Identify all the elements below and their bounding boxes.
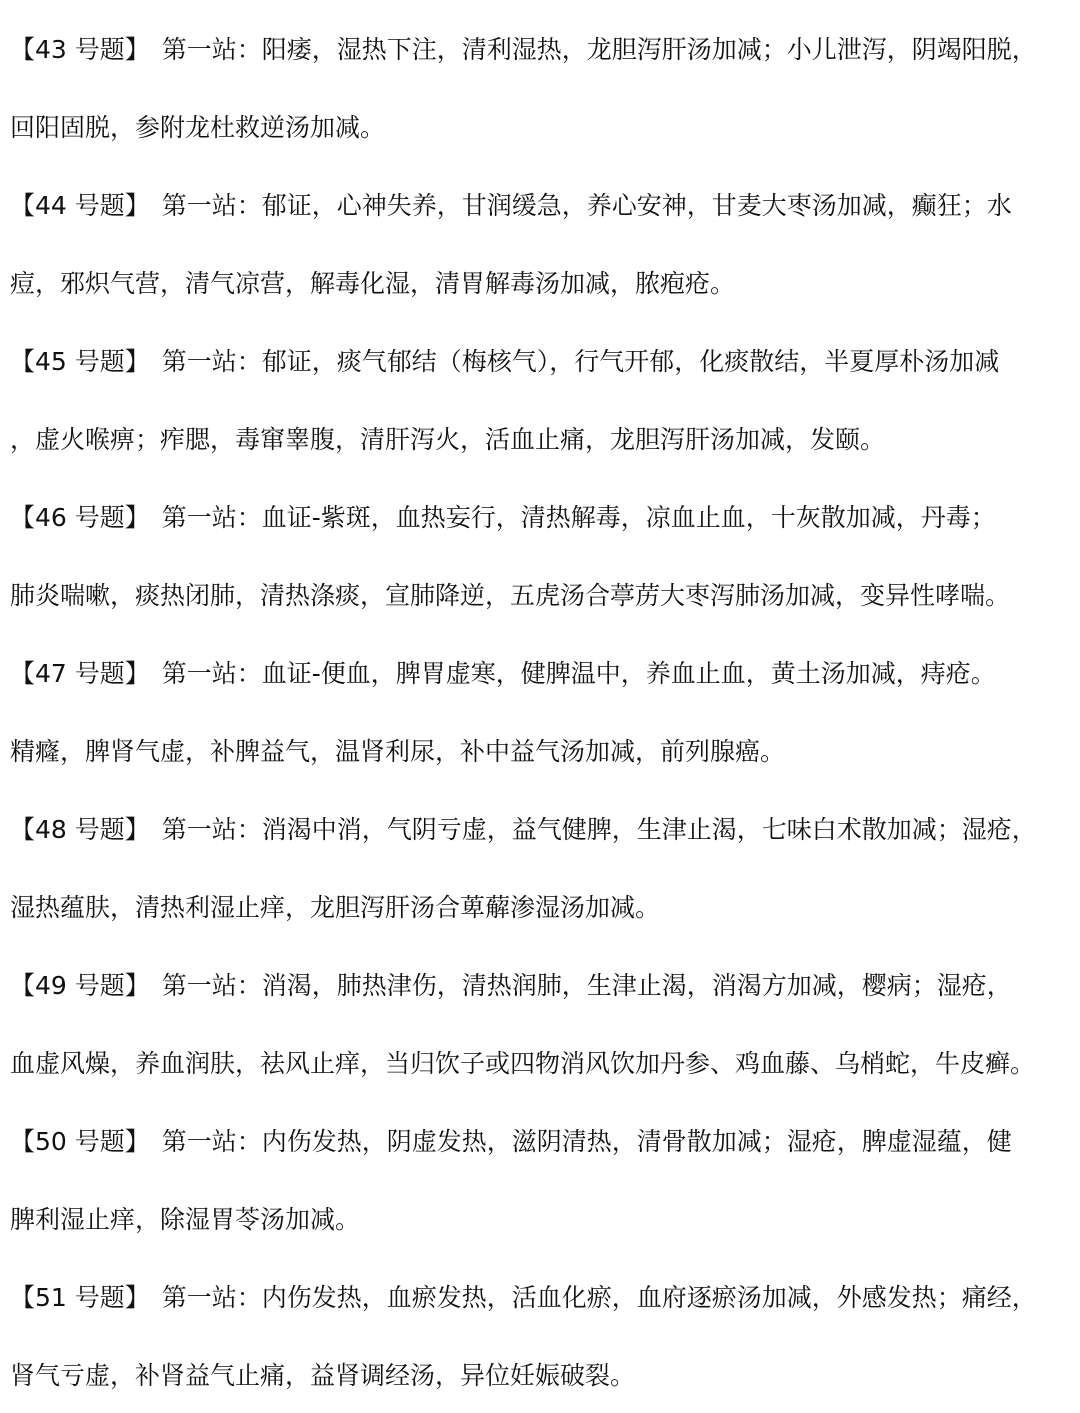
entry-46-text-1: 第一站：血证-紫斑，血热妄行，清热解毒，凉血止血，十灰散加减，丹毒； [161, 503, 996, 532]
entry-50-text-1: 第一站：内伤发热，阴虚发热，滋阴清热，清骨散加减；湿疮，脾虚湿蕴，健 [161, 1127, 1012, 1156]
entry-46-line-1 [10, 498, 1070, 538]
entry-49-label: 【49 号题】 [10, 971, 150, 1000]
entry-45-line-2 [10, 420, 1070, 460]
entry-51-text-2: 肾气亏虚，补肾益气止痛，益肾调经汤，异位妊娠破裂。 [10, 1361, 636, 1390]
entry-50-line-1 [10, 1122, 1070, 1162]
entry-46-label: 【46 号题】 [10, 503, 150, 532]
entry-45-text-1: 第一站：郁证，痰气郁结（梅核气），行气开郁，化痰散结，半夏厚朴汤加减 [161, 347, 1000, 376]
entry-48-line-1 [10, 810, 1070, 850]
entry-49-line-1 [10, 966, 1070, 1006]
entry-45-line-1 [10, 342, 1070, 382]
entry-47-text-1: 第一站：血证-便血，脾胃虚寒，健脾温中，养血止血，黄土汤加减，痔疮。 [161, 659, 996, 688]
entry-47-label: 【47 号题】 [10, 659, 150, 688]
entry-47-line-1 [10, 654, 1070, 694]
entry-43-text-2: 回阳固脱，参附龙杜救逆汤加减。 [10, 113, 386, 142]
entry-51-line-2 [10, 1356, 1070, 1396]
entry-44-text-1: 第一站：郁证，心神失养，甘润缓急，养心安神，甘麦大枣汤加减，癫狂；水 [161, 191, 1012, 220]
entry-43-label: 【43 号题】 [10, 35, 150, 64]
entry-48-text-2: 湿热蕴肤，清热利湿止痒，龙胆泻肝汤合萆薢渗湿汤加减。 [10, 893, 661, 922]
entry-48-line-2 [10, 888, 1070, 928]
entry-43-text-1: 第一站：阳痿，湿热下注，清利湿热，龙胆泻肝汤加减；小儿泄泻，阴竭阳脱， [161, 35, 1037, 64]
entry-47-text-2: 精癃，脾肾气虚，补脾益气，温肾利尿，补中益气汤加减，前列腺癌。 [10, 737, 786, 766]
entry-50-text-2: 脾利湿止痒，除湿胃苓汤加减。 [10, 1205, 361, 1234]
entry-44-line-2 [10, 264, 1070, 304]
entry-51-line-1 [10, 1278, 1070, 1318]
entry-44-line-1 [10, 186, 1070, 226]
entry-48-label: 【48 号题】 [10, 815, 150, 844]
entry-51-label: 【51 号题】 [10, 1283, 150, 1312]
entry-45-text-2: ，虚火喉痹；痄腮，毒窜睾腹，清肝泻火，活血止痛，龙胆泻肝汤加减，发颐。 [10, 425, 886, 454]
entry-43-line-2 [10, 108, 1070, 148]
entry-49-text-2: 血虚风燥，养血润肤，祛风止痒，当归饮子或四物消风饮加丹参、鸡血藤、乌梢蛇，牛皮癣。 [10, 1049, 1036, 1078]
entry-47-line-2 [10, 732, 1070, 772]
entry-45-label: 【45 号题】 [10, 347, 150, 376]
entry-48-text-1: 第一站：消渴中消，气阴亏虚，益气健脾，生津止渴，七味白术散加减；湿疮， [161, 815, 1037, 844]
entry-44-text-2: 痘，邪炽气营，清气凉营，解毒化湿，清胃解毒汤加减，脓疱疮。 [10, 269, 736, 298]
entry-50-line-2 [10, 1200, 1070, 1240]
entry-46-text-2: 肺炎喘嗽，痰热闭肺，清热涤痰，宣肺降逆，五虎汤合葶苈大枣泻肺汤加减，变异性哮喘。 [10, 581, 1011, 610]
entry-44-label: 【44 号题】 [10, 191, 150, 220]
entry-49-text-1: 第一站：消渴，肺热津伤，清热润肺，生津止渴，消渴方加减，樱病；湿疮， [161, 971, 1012, 1000]
entry-46-line-2 [10, 576, 1070, 616]
entry-49-line-2 [10, 1044, 1070, 1084]
entry-43-line-1 [10, 30, 1070, 70]
entry-50-label: 【50 号题】 [10, 1127, 150, 1156]
entry-51-text-1: 第一站：内伤发热，血瘀发热，活血化瘀，血府逐瘀汤加减，外感发热；痛经， [161, 1283, 1037, 1312]
